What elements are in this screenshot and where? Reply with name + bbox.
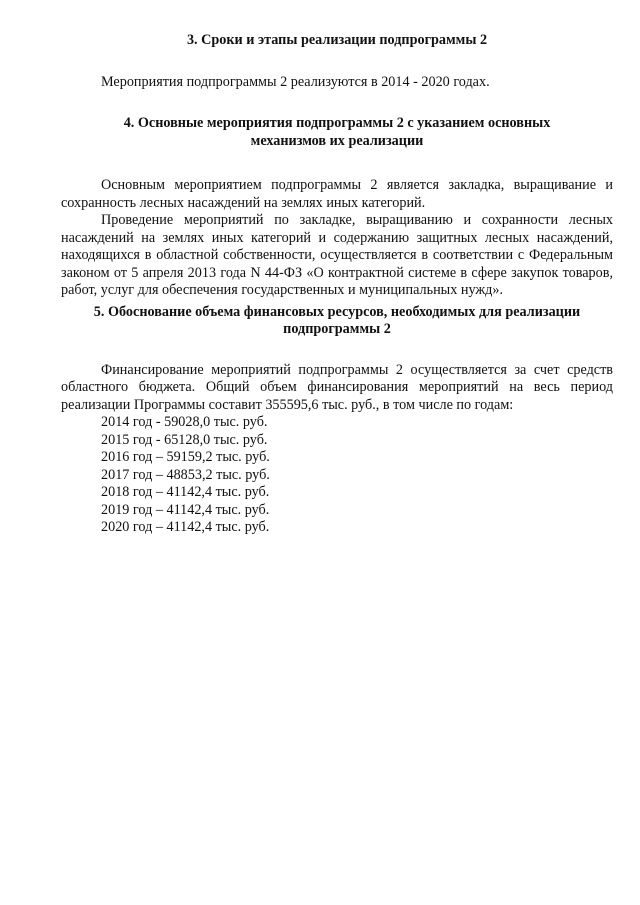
funding-year-item: 2018 год – 41142,4 тыс. руб. xyxy=(101,484,270,500)
section-5-paragraph-1: Финансирование мероприятий подпрограммы 2 осуществляется за счет средств областного бюджета. Общий объем финансирования мероприятий на весь период реализации Программы составит 355595,6 тыс. руб., в том числе по годам: xyxy=(61,361,613,413)
section-4-title: 4. Основные мероприятия подпрограммы 2 с указанием основных механизмов их реализации xyxy=(123,115,551,149)
funding-year-item: 2017 год – 48853,2 тыс. руб. xyxy=(101,466,270,483)
funding-by-year-list xyxy=(61,414,613,537)
section-4-paragraph-1: Основным мероприятием подпрограммы 2 является закладка, выращивание и сохранность лесных насаждений на землях иных категорий. xyxy=(61,177,613,211)
funding-year-item: 2020 год – 41142,4 тыс. руб. xyxy=(101,519,270,535)
section-5-title: 5. Обоснование объема финансовых ресурсов, необходимых для реализации подпрограммы 2 xyxy=(93,303,581,337)
section-3-text: Мероприятия подпрограммы 2 реализуются в 2014 - 2020 годах. xyxy=(101,73,490,90)
funding-year-item: 2014 год - 59028,0 тыс. руб. xyxy=(101,414,268,430)
section-4-paragraph-2: Проведение мероприятий по закладке, выращиванию и сохранности лесных насаждений на землях иных категорий и содержанию защитных лесных насаждений, находящихся в областной собственности, осуществляется в соответствии с Федеральным законом от 5 апреля 2013 года N 44-ФЗ «О контрактной системе в сфере закупок товаров, работ, услуг для обеспечения государственных и муниципальных нужд». xyxy=(61,212,613,298)
funding-year-item: 2016 год – 59159,2 тыс. руб. xyxy=(101,449,270,465)
funding-year-item: 2019 год – 41142,4 тыс. руб. xyxy=(101,501,270,518)
document-body xyxy=(61,28,613,537)
section-3-title: 3. Сроки и этапы реализации подпрограммы 2 xyxy=(186,32,488,48)
funding-year-item: 2015 год - 65128,0 тыс. руб. xyxy=(101,431,268,448)
